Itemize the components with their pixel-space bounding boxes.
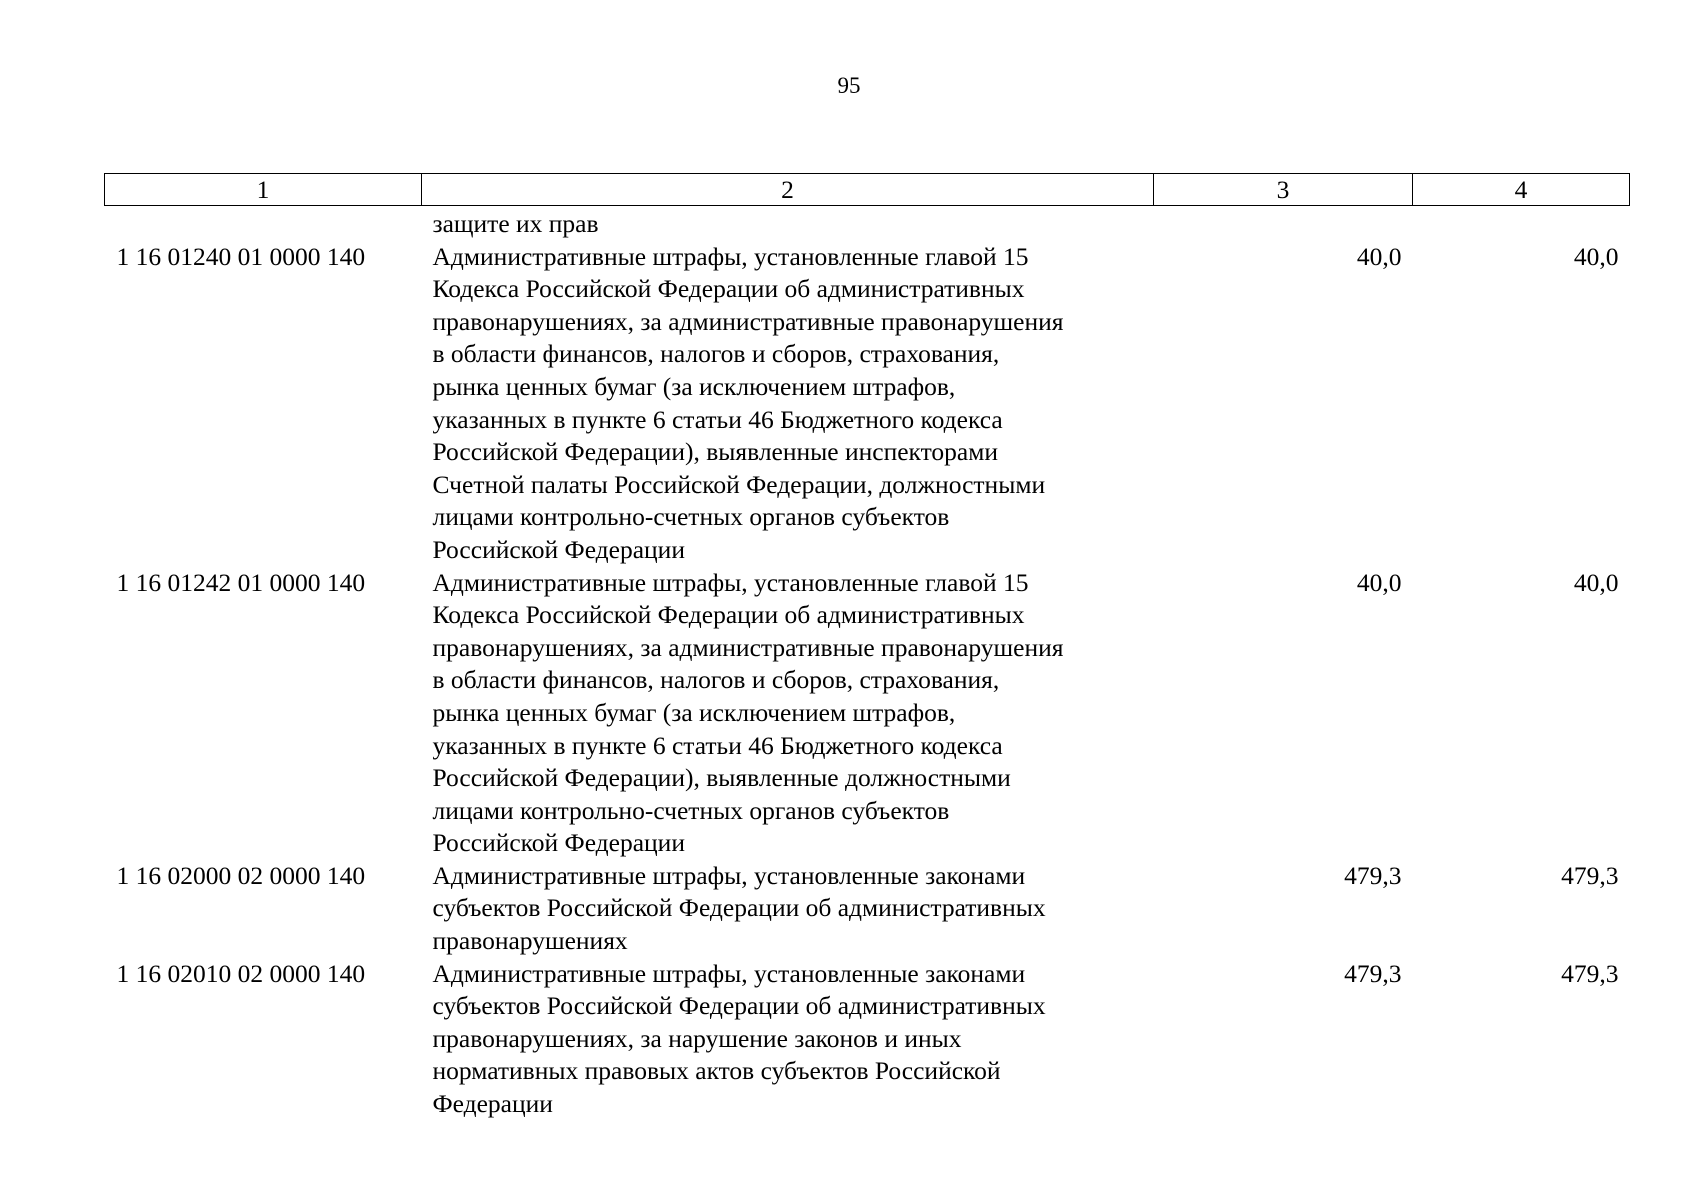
row-col4-value [1413,206,1630,241]
header-col-2: 2 [422,174,1154,206]
table-row [105,206,1630,241]
table-body [105,206,1630,1121]
header-col-1: 1 [105,174,422,206]
row-description: Административные штрафы, установленные законами субъектов Российской Федерации об административных правонарушениях [432,860,1046,956]
row-code: 1 16 01242 01 0000 140 [116,567,366,597]
header-row [105,174,1630,206]
row-description: Административные штрафы, установленные законами субъектов Российской Федерации об административных правонарушениях, за нарушение законов и иных нормативных правовых актов субъектов Российской Федерации [432,958,1046,1119]
row-code: 1 16 02000 02 0000 140 [116,860,366,890]
page-number: 95 [837,73,861,98]
row-description: Административные штрафы, установленные главой 15 Кодекса Российской Федерации об административных правонарушениях, за административные правонарушения в области финансов, налогов и сборов, страхования, рынка ценных бумаг (за исключением штрафов, указанных в пункте 6 статьи 46 Бюджетного кодекса Российской Федерации), выявленные инспекторами Счетной палаты Российской Федерации, должностными лицами контрольно-счетных органов субъектов Российской Федерации [432,241,1064,564]
row-description: Административные штрафы, установленные главой 15 Кодекса Российской Федерации об административных правонарушениях, за административные правонарушения в области финансов, налогов и сборов, страхования, рынка ценных бумаг (за исключением штрафов, указанных в пункте 6 статьи 46 Бюджетного кодекса Российской Федерации), выявленные должностными лицами контрольно-счетных органов субъектов Российской Федерации [432,567,1064,858]
table-header [105,174,1630,206]
table-row [105,958,1630,1121]
row-code: 1 16 01240 01 0000 140 [116,241,366,271]
row-description: защите их прав [432,209,599,238]
table-row [105,860,1630,958]
row-col4-value: 40,0 [1573,567,1619,597]
row-col3-value: 479,3 [1344,860,1402,890]
header-col-4: 4 [1413,174,1630,206]
row-col3-value: 40,0 [1356,567,1402,597]
row-col3-value: 479,3 [1344,958,1402,988]
table-row [105,241,1630,567]
row-col4-value: 479,3 [1561,860,1619,890]
row-col4-value: 479,3 [1561,958,1619,988]
row-col3-value: 40,0 [1356,241,1402,271]
budget-table [104,173,1630,1121]
row-code: 1 16 02010 02 0000 140 [116,958,366,988]
row-col4-value: 40,0 [1573,241,1619,271]
row-code [105,206,422,241]
header-col-3: 3 [1154,174,1413,206]
row-col3-value [1154,206,1413,241]
table-row [105,567,1630,860]
